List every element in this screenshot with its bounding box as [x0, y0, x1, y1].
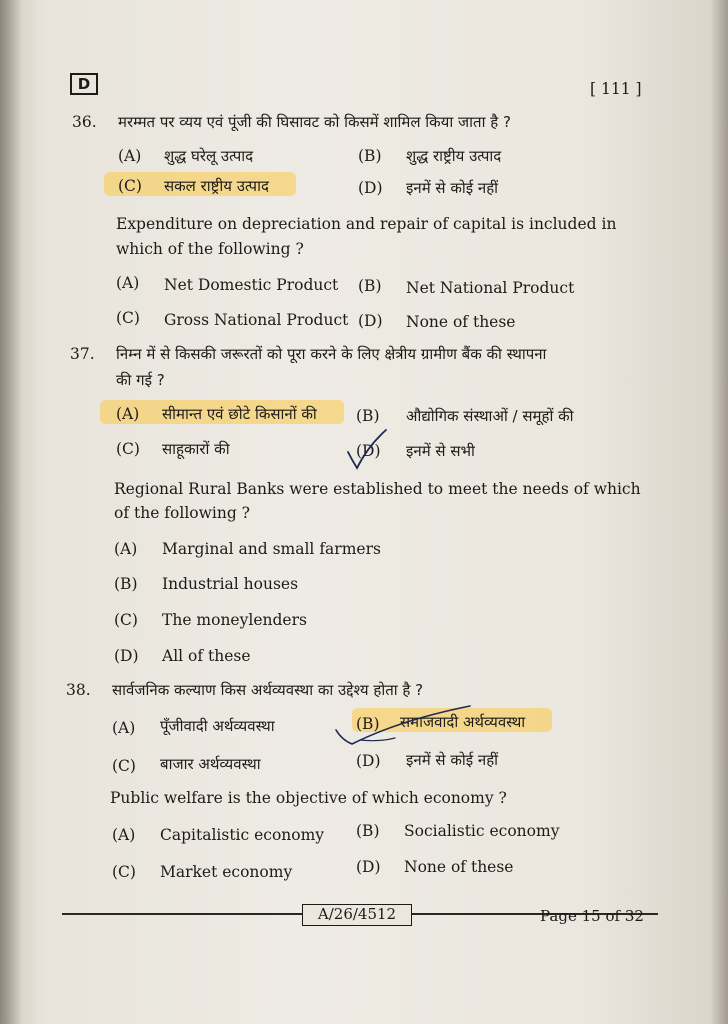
q38-hi-opt-c: बाजार अर्थव्यवस्था [160, 755, 261, 773]
question-number-38: 38. [66, 681, 91, 699]
question-38-hindi: सार्वजनिक कल्याण किस अर्थव्यवस्था का उद्देश्य होता है ? [112, 681, 424, 699]
q37-hi-opt-c: साहूकारों की [162, 440, 230, 458]
q37-en-opt-b-label: (B) [114, 575, 138, 593]
set-code-box: D [70, 73, 98, 95]
q36-hi-opt-b-label: (B) [358, 147, 382, 165]
q38-hi-opt-d: इनमें से कोई नहीं [406, 751, 499, 769]
page-number: Page 15 of 32 [540, 907, 644, 925]
q37-en-opt-c: The moneylenders [162, 611, 307, 629]
q36-hi-opt-d: इनमें से कोई नहीं [406, 179, 499, 197]
q37-en-opt-a: Marginal and small farmers [162, 540, 381, 558]
q37-en-opt-c-label: (C) [114, 611, 138, 629]
q37-hi-opt-d-label: (D) [356, 442, 381, 460]
q36-hi-opt-b: शुद्ध राष्ट्रीय उत्पाद [406, 147, 502, 165]
question-number-36: 36. [72, 113, 97, 131]
q36-en-opt-b-label: (B) [358, 277, 382, 295]
q36-en-opt-c-label: (C) [116, 309, 140, 327]
q37-hi-opt-b: औद्योगिक संस्थाओं / समूहों की [406, 407, 574, 425]
q37-hi-opt-c-label: (C) [116, 440, 140, 458]
q38-en-opt-a: Capitalistic economy [160, 826, 325, 844]
q36-hi-opt-d-label: (D) [358, 179, 383, 197]
question-37-english-line2: of the following ? [114, 504, 250, 522]
q38-hi-opt-b-label: (B) [356, 715, 380, 733]
q37-hi-opt-a-label: (A) [116, 405, 140, 423]
question-37-hindi-line2: की गई ? [116, 371, 165, 389]
q36-en-opt-a: Net Domestic Product [164, 276, 339, 294]
q36-hi-opt-a: शुद्ध घरेलू उत्पाद [164, 147, 254, 165]
pen-stroke-q38 [360, 738, 395, 741]
question-36-english-line2: which of the following ? [116, 240, 304, 258]
q38-en-opt-a-label: (A) [112, 826, 136, 844]
page-shadow-left [0, 0, 22, 1024]
q38-en-opt-b-label: (B) [356, 822, 380, 840]
q38-hi-opt-a: पूँजीवादी अर्थव्यवस्था [160, 717, 275, 735]
q38-en-opt-c-label: (C) [112, 863, 136, 881]
q38-en-opt-d-label: (D) [356, 858, 381, 876]
question-36-english-line1: Expenditure on depreciation and repair of capital is included in [116, 215, 617, 233]
q37-en-opt-d-label: (D) [114, 647, 139, 665]
q36-hi-opt-c: सकल राष्ट्रीय उत्पाद [164, 177, 269, 195]
q37-en-opt-b: Industrial houses [162, 575, 299, 593]
q36-en-opt-c: Gross National Product [164, 311, 349, 329]
q37-hi-opt-d: इनमें से सभी [406, 442, 475, 460]
q37-en-opt-d: All of these [162, 647, 251, 665]
q36-en-opt-d-label: (D) [358, 312, 383, 330]
q36-en-opt-d: None of these [406, 313, 516, 331]
question-38-english: Public welfare is the objective of which economy ? [110, 789, 507, 807]
question-36-hindi: मरम्मत पर व्यय एवं पूंजी की घिसावट को किसमें शामिल किया जाता है ? [118, 113, 511, 131]
question-number-37: 37. [70, 345, 95, 363]
q38-hi-opt-a-label: (A) [112, 719, 136, 737]
q38-hi-opt-c-label: (C) [112, 757, 136, 775]
q37-hi-opt-b-label: (B) [356, 407, 380, 425]
q38-en-opt-d: None of these [404, 858, 514, 876]
q36-en-opt-b: Net National Product [406, 279, 575, 297]
q38-hi-opt-d-label: (D) [356, 752, 381, 770]
question-37-english-line1: Regional Rural Banks were established to meet the needs of which [114, 480, 641, 498]
q38-en-opt-c: Market economy [160, 863, 293, 881]
page-code: [ 111 ] [590, 80, 642, 98]
q37-en-opt-a-label: (A) [114, 540, 138, 558]
q38-en-opt-b: Socialistic economy [404, 822, 560, 840]
q36-hi-opt-c-label: (C) [118, 177, 142, 195]
paper-code-box: A/26/4512 [302, 904, 412, 926]
question-37-hindi-line1: निम्न में से किसकी जरूरतों को पूरा करने के लिए क्षेत्रीय ग्रामीण बैंक की स्थापना [116, 345, 547, 363]
q38-hi-opt-b: समाजवादी अर्थव्यवस्था [400, 713, 526, 731]
q37-hi-opt-a: सीमान्त एवं छोटे किसानों की [162, 405, 317, 423]
q36-en-opt-a-label: (A) [116, 274, 140, 292]
q36-hi-opt-a-label: (A) [118, 147, 142, 165]
page-shadow-right [710, 0, 728, 1024]
